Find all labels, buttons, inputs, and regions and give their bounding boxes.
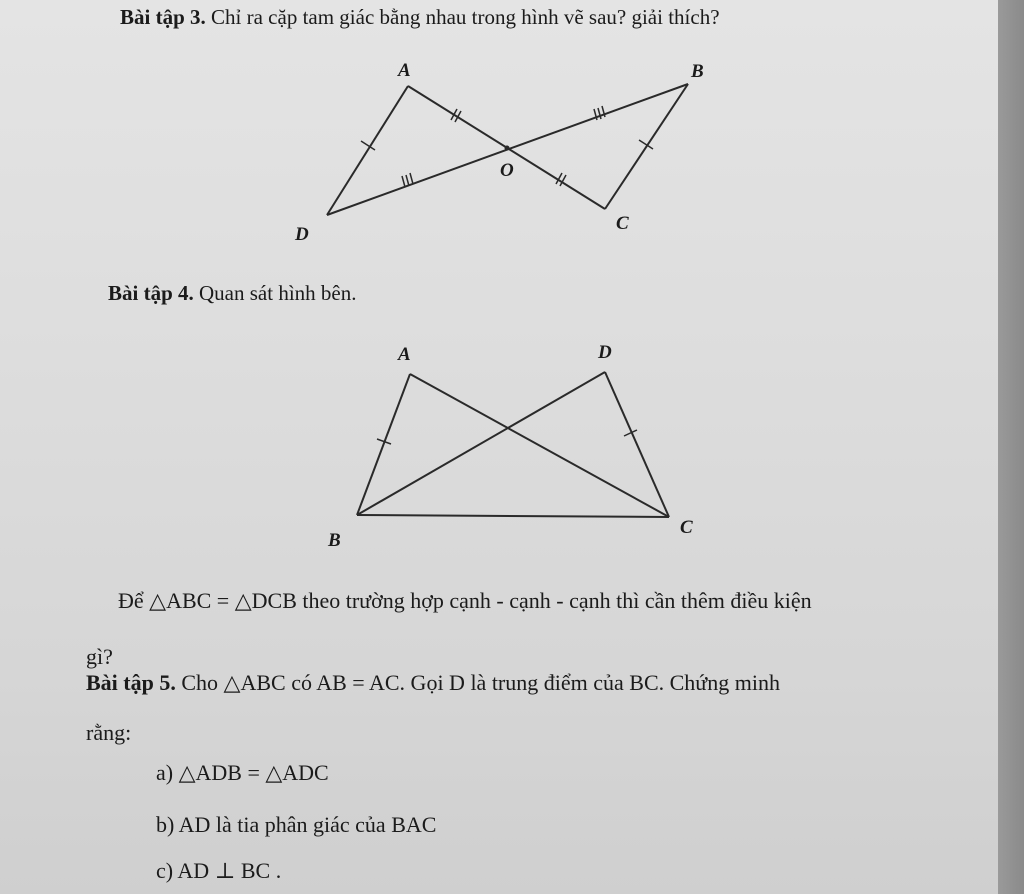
label-b: B	[328, 530, 341, 551]
exercise-4-question-line-1: Để △ABC = △DCB theo trường hợp cạnh - cạnh - cạnh thì cần thêm điều kiện	[118, 588, 812, 613]
exercise-3-text: Chỉ ra cặp tam giác bằng nhau trong hình vẽ sau? giải thích?	[211, 5, 720, 29]
label-d: D	[598, 342, 612, 363]
label-b: B	[691, 61, 704, 82]
segment-bd	[357, 372, 605, 515]
exercise-3-figure	[0, 40, 1024, 300]
label-c: C	[616, 213, 629, 234]
label-d: D	[295, 224, 309, 245]
exercise-3-heading	[120, 5, 720, 30]
exercise-5-heading	[86, 670, 780, 696]
point-o-dot	[505, 146, 510, 151]
exercise-4-heading	[108, 281, 357, 306]
label-o: O	[500, 160, 514, 181]
segment-bc	[605, 84, 688, 209]
exercise-5-item-c: c) AD ⊥ BC .	[156, 858, 282, 883]
label-a: A	[398, 60, 411, 81]
tick-do-1	[402, 176, 405, 187]
exercise-4-figure	[0, 330, 1024, 560]
segment-dc	[605, 372, 669, 517]
exercise-4-question-line-2: gì?	[86, 644, 113, 669]
segment-bc	[357, 515, 669, 517]
exercise-5-item-a: a) △ADB = △ADC	[156, 760, 329, 785]
exercise-4-title: Bài tập 4.	[108, 281, 194, 305]
tick-do-3	[410, 173, 413, 184]
exercise-5-title: Bài tập 5.	[86, 670, 176, 695]
exercise-3-title: Bài tập 3.	[120, 5, 206, 29]
exercise-4-text: Quan sát hình bên.	[199, 281, 357, 305]
segment-ad	[327, 86, 408, 215]
exercise-5-text-line-2: rằng:	[86, 720, 132, 745]
exercise-5-item-b: b) AD là tia phân giác của BAC	[156, 812, 437, 837]
label-c: C	[680, 517, 693, 538]
segment-ab	[357, 374, 410, 515]
tick-do-2	[406, 175, 409, 186]
label-a: A	[398, 344, 411, 365]
exercise-5-text: Cho △ABC có AB = AC. Gọi D là trung điểm của BC. Chứng minh	[181, 670, 780, 695]
segment-ac	[410, 374, 669, 517]
